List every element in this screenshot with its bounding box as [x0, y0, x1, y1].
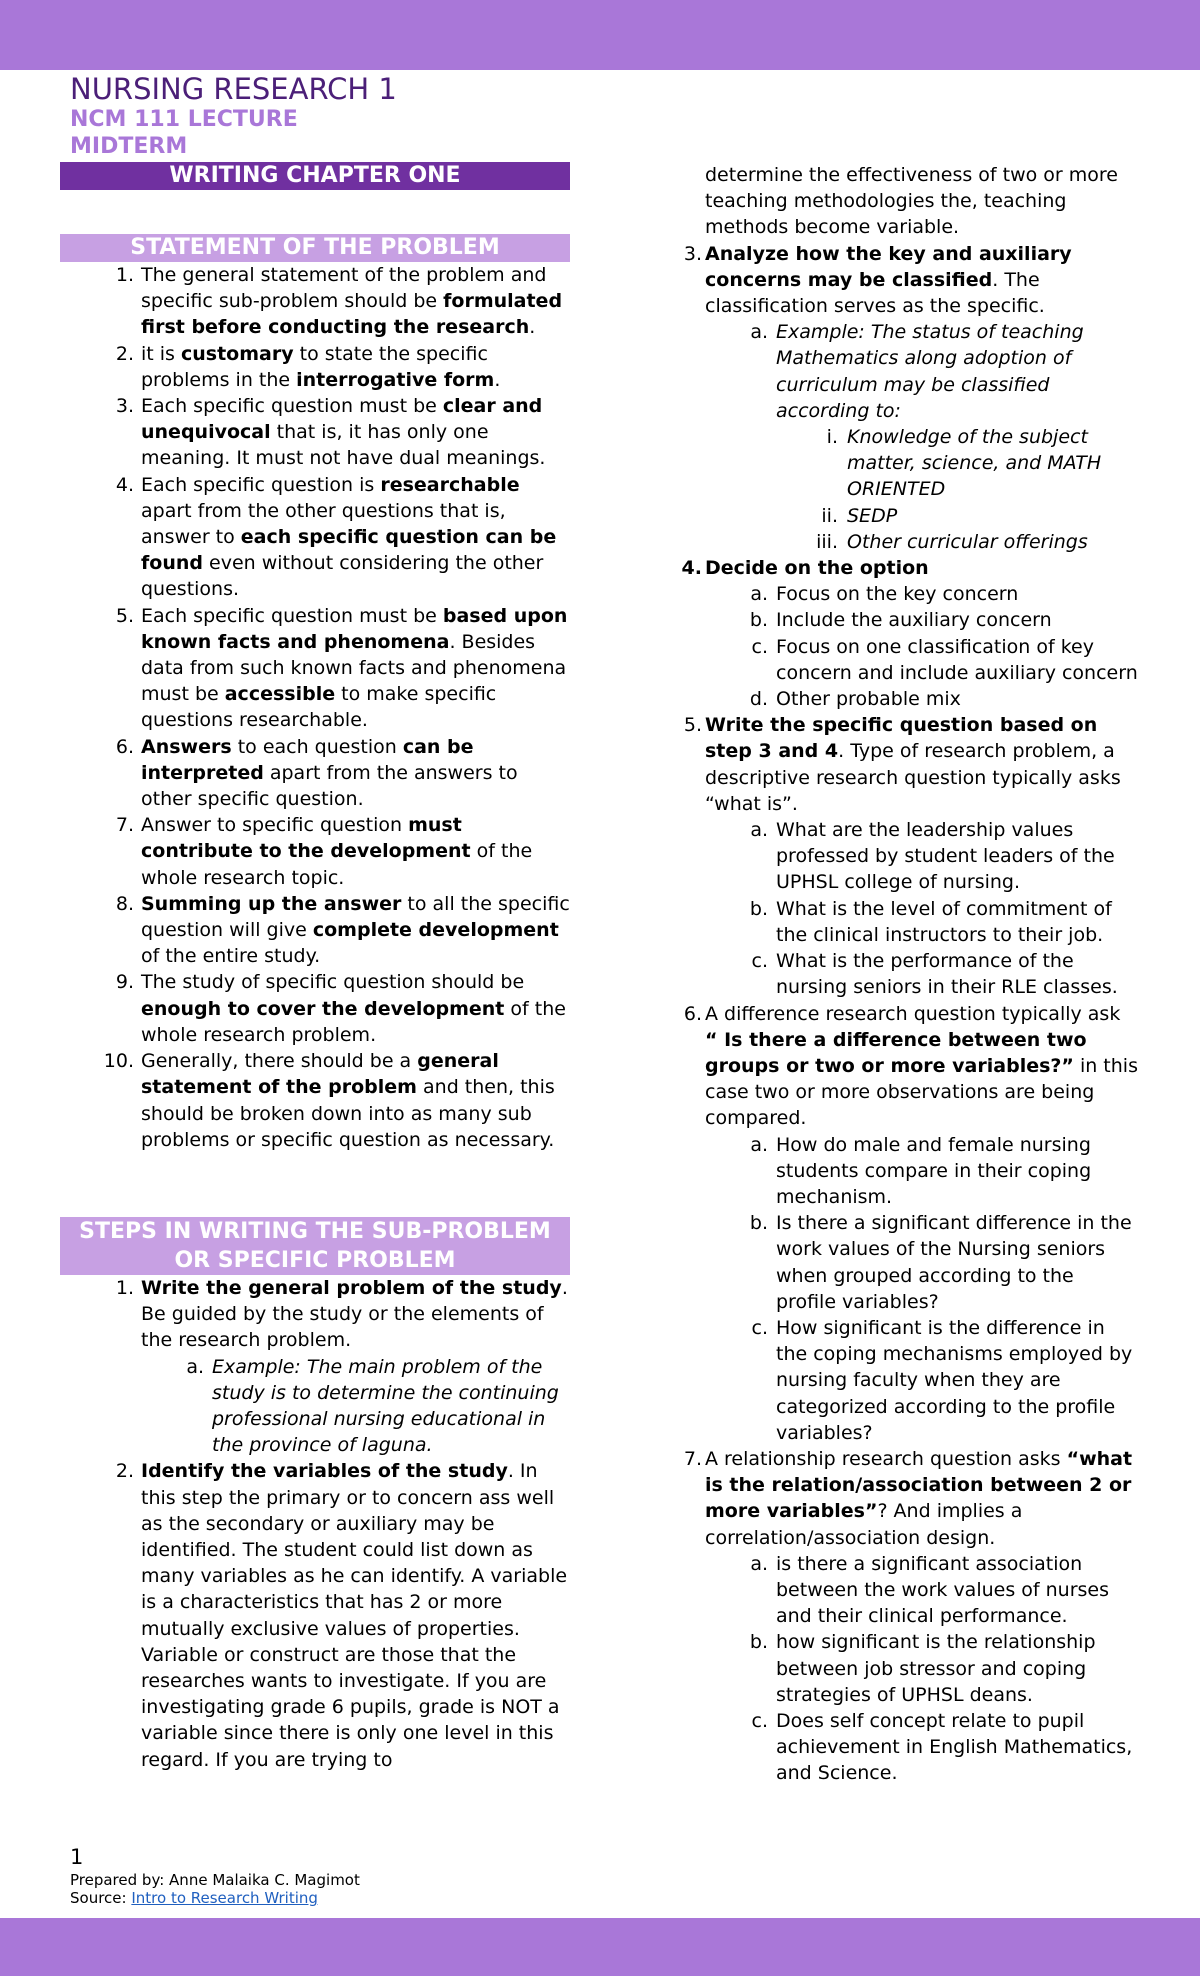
item-text: Focus on the key concern — [776, 583, 1019, 606]
sub-list-item — [668, 1708, 1138, 1787]
item-text: Identify the variables of the study. In this step the primary or to concern ass well as the secondary or auxiliary may be identified. The student could list down as many variables as he can identify. A variable is a characteristics that has 2 or more mutually exclusive values of properties. Variable or construct are those that the researches wants to investigate. If you are investigating grade 6 pupils, grade is NOT a variable since there is only one level in this regard. If you are trying to — [141, 1460, 568, 1771]
item-number: 5. — [115, 604, 134, 627]
item-text: Include the auxiliary concern — [776, 609, 1052, 632]
sub-list — [668, 1132, 1138, 1446]
top-color-band — [0, 0, 1200, 70]
item-text: Answers to each question can be interpreted apart from the answers to other specific question. — [141, 735, 518, 811]
sub-list — [60, 1354, 570, 1459]
right-column — [668, 162, 1138, 1787]
item-number: 5. — [683, 714, 702, 737]
footer-credits — [70, 1871, 360, 1907]
item-text: Example: The main problem of the study is to determine the continuing professional nursing educational in the province of laguna. — [212, 1355, 559, 1457]
steps-list — [60, 1275, 570, 1773]
item-number: 8. — [115, 892, 134, 915]
term-subtitle: MIDTERM — [70, 134, 188, 159]
item-text: Write the general problem of the study. Be guided by the study or the elements of the research problem. — [141, 1276, 568, 1352]
sub-sub-list-item — [668, 529, 1138, 555]
list-item — [60, 341, 570, 393]
item-number: 1. — [115, 1276, 134, 1299]
sub-list-item — [668, 319, 1138, 555]
chapter-banner: WRITING CHAPTER ONE — [60, 162, 570, 190]
sub-list-item — [668, 1210, 1138, 1315]
item-number: 10. — [103, 1050, 134, 1073]
sub-sub-list-item — [668, 503, 1138, 529]
item-number: iii. — [816, 530, 838, 553]
item-number: b. — [749, 609, 768, 632]
item-text: What are the leadership values professed by student leaders of the UPHSL college of nursing. — [776, 819, 1115, 894]
steps-list-continued — [668, 241, 1138, 1787]
sub-list-item — [668, 896, 1138, 948]
item-number: 7. — [683, 1447, 702, 1470]
item-text: how significant is the relationship between job stressor and coping strategies of UPHSL deans. — [776, 1631, 1096, 1706]
sub-list-item — [668, 686, 1138, 712]
page-number: 1 — [70, 1845, 84, 1869]
item-number: 2. — [115, 342, 134, 365]
item-text: Example: The status of teaching Mathematics along adoption of curriculum may be classified according to: — [776, 321, 1084, 422]
item-text: Other probable mix — [776, 688, 961, 711]
sub-list-item — [668, 634, 1138, 686]
item-number: i. — [826, 426, 838, 449]
item-number: 2. — [115, 1460, 134, 1483]
item-number: 6. — [683, 1002, 702, 1025]
item-text: What is the level of commitment of the clinical instructors to their job. — [776, 897, 1112, 946]
item-number: a. — [750, 583, 768, 606]
item-number: 1. — [115, 264, 134, 286]
sub-list-item — [668, 581, 1138, 607]
sub-list-item — [668, 948, 1138, 1000]
sub-list-item — [668, 1629, 1138, 1708]
item-text: A difference research question typically ask “ Is there a difference between two groups or two or more variables?” in this case two or more observations are being compared. — [705, 1002, 1138, 1130]
item-number: 6. — [115, 735, 134, 758]
item-text: Is there a significant difference in the work values of the Nursing seniors when grouped according to the profile variables? — [776, 1212, 1132, 1313]
item-number: b. — [749, 897, 768, 920]
item-number: 9. — [115, 971, 134, 994]
item-text: it is customary to state the specific problems in the interrogative form. — [141, 342, 501, 391]
item-text: How do male and female nursing students compare in their coping mechanism. — [776, 1133, 1092, 1208]
item-number: c. — [751, 950, 768, 973]
list-item — [60, 393, 570, 472]
item-text: A relationship research question asks “what is the relation/association between 2 or more variables”? And implies a correlation/association design. — [705, 1447, 1133, 1549]
list-item — [668, 555, 1138, 712]
list-item — [60, 1275, 570, 1458]
item-text: Focus on one classification of key concern and include auxiliary concern — [776, 635, 1138, 684]
item-number: a. — [186, 1355, 204, 1378]
item-text: How significant is the difference in the coping mechanisms employed by nursing faculty when they are categorized according to the profile variables? — [776, 1316, 1133, 1444]
sub-sub-list-item — [668, 424, 1138, 503]
item-text: The study of specific question should be enough to cover the development of the whole research problem. — [141, 971, 566, 1046]
course-subtitle: NCM 111 LECTURE — [70, 107, 298, 132]
item-number: ii. — [821, 504, 838, 527]
list-item — [668, 241, 1138, 555]
item-text: Generally, there should be a general statement of the problem and then, this should be broken down into as many sub problems or specific question as necessary. — [141, 1050, 555, 1151]
statement-list — [60, 262, 570, 1153]
sub-list-item — [668, 817, 1138, 896]
list-item — [60, 812, 570, 891]
sub-list-item — [668, 1551, 1138, 1630]
document-title: NURSING RESEARCH 1 — [70, 72, 397, 106]
list-item — [60, 262, 570, 341]
sub-list-item — [60, 1354, 570, 1459]
item-number: c. — [751, 635, 768, 658]
item-text: Knowledge of the subject matter, science, and MATH ORIENTED — [847, 426, 1102, 501]
item-text: SEDP — [847, 504, 898, 527]
item-number: d. — [749, 688, 768, 711]
source-label: Source: — [70, 1889, 132, 1907]
item-number: a. — [750, 1133, 768, 1156]
item-number: c. — [751, 1709, 768, 1732]
list-item — [60, 603, 570, 734]
item-number: c. — [751, 1316, 768, 1339]
list-item — [668, 1001, 1138, 1446]
list-item — [60, 472, 570, 603]
item-number: 3. — [683, 242, 702, 265]
source-link[interactable]: Intro to Research Writing — [131, 1889, 318, 1907]
section-heading-statement: STATEMENT OF THE PROBLEM — [60, 234, 570, 262]
sub-list — [668, 319, 1138, 555]
section-heading-steps: STEPS IN WRITING THE SUB-PROBLEM OR SPECIFIC PROBLEM — [60, 1217, 570, 1275]
item-number: 4. — [115, 473, 134, 496]
bottom-color-band — [0, 1918, 1200, 1976]
item-number: 7. — [115, 814, 134, 837]
list-item — [60, 891, 570, 970]
item-number: 4. — [681, 557, 702, 580]
item-number: a. — [750, 1552, 768, 1575]
prepared-by: Prepared by: Anne Malaika C. Magimot — [70, 1871, 360, 1889]
item-text: Each specific question must be based upon known facts and phenomena. Besides data from such known facts and phenomena must be accessible to make specific questions researchable. — [141, 604, 568, 732]
sub-list-item — [668, 1132, 1138, 1211]
item-text: Answer to specific question must contribute to the development of the whole research topic. — [141, 814, 533, 889]
sub-list-item — [668, 1315, 1138, 1446]
item-text: Each specific question is researchable apart from the other questions that is, answer to each specific question can be found even without considering the other questions. — [141, 473, 557, 601]
item-text: Other curricular offerings — [847, 530, 1088, 553]
item-text: The general statement of the problem and specific sub-problem should be formulated first before conducting the research. — [141, 264, 563, 339]
item-text: Decide on the option — [705, 557, 929, 580]
list-item — [60, 969, 570, 1048]
item-number: b. — [749, 1212, 768, 1235]
item-text: Analyze how the key and auxiliary concerns may be classified. The classification serves as the specific. — [705, 242, 1072, 318]
sub-list — [668, 1551, 1138, 1787]
item-number: 3. — [115, 395, 134, 418]
list-item — [60, 1458, 570, 1772]
item-number: a. — [750, 819, 768, 842]
list-item — [60, 1048, 570, 1153]
item-text: Write the specific question based on step 3 and 4. Type of research problem, a descriptive research question typically asks “what is”. — [705, 714, 1121, 815]
item-text: Summing up the answer to all the specific question will give complete development of the entire study. — [141, 892, 570, 968]
item-number: b. — [749, 1631, 768, 1654]
source-line — [70, 1889, 360, 1907]
continued-paragraph: determine the effectiveness of two or more teaching methodologies the, teaching methods become variable. — [705, 164, 1118, 239]
item-text: is there a significant association between the work values of nurses and their clinical performance. — [776, 1552, 1110, 1628]
sub-list — [668, 581, 1138, 712]
left-column — [60, 162, 570, 1773]
list-item — [668, 1446, 1138, 1787]
sub-list — [668, 817, 1138, 1000]
item-number: a. — [750, 321, 768, 344]
item-text: Does self concept relate to pupil achievement in English Mathematics, and Science. — [776, 1709, 1133, 1785]
item-text: What is the performance of the nursing seniors in their RLE classes. — [776, 950, 1118, 999]
sub-list — [668, 424, 1138, 555]
item-text: Each specific question must be clear and unequivocal that is, it has only one meaning. It must not have dual meanings. — [141, 395, 546, 470]
list-item — [60, 734, 570, 813]
sub-list-item — [668, 607, 1138, 633]
list-item — [668, 712, 1138, 1000]
